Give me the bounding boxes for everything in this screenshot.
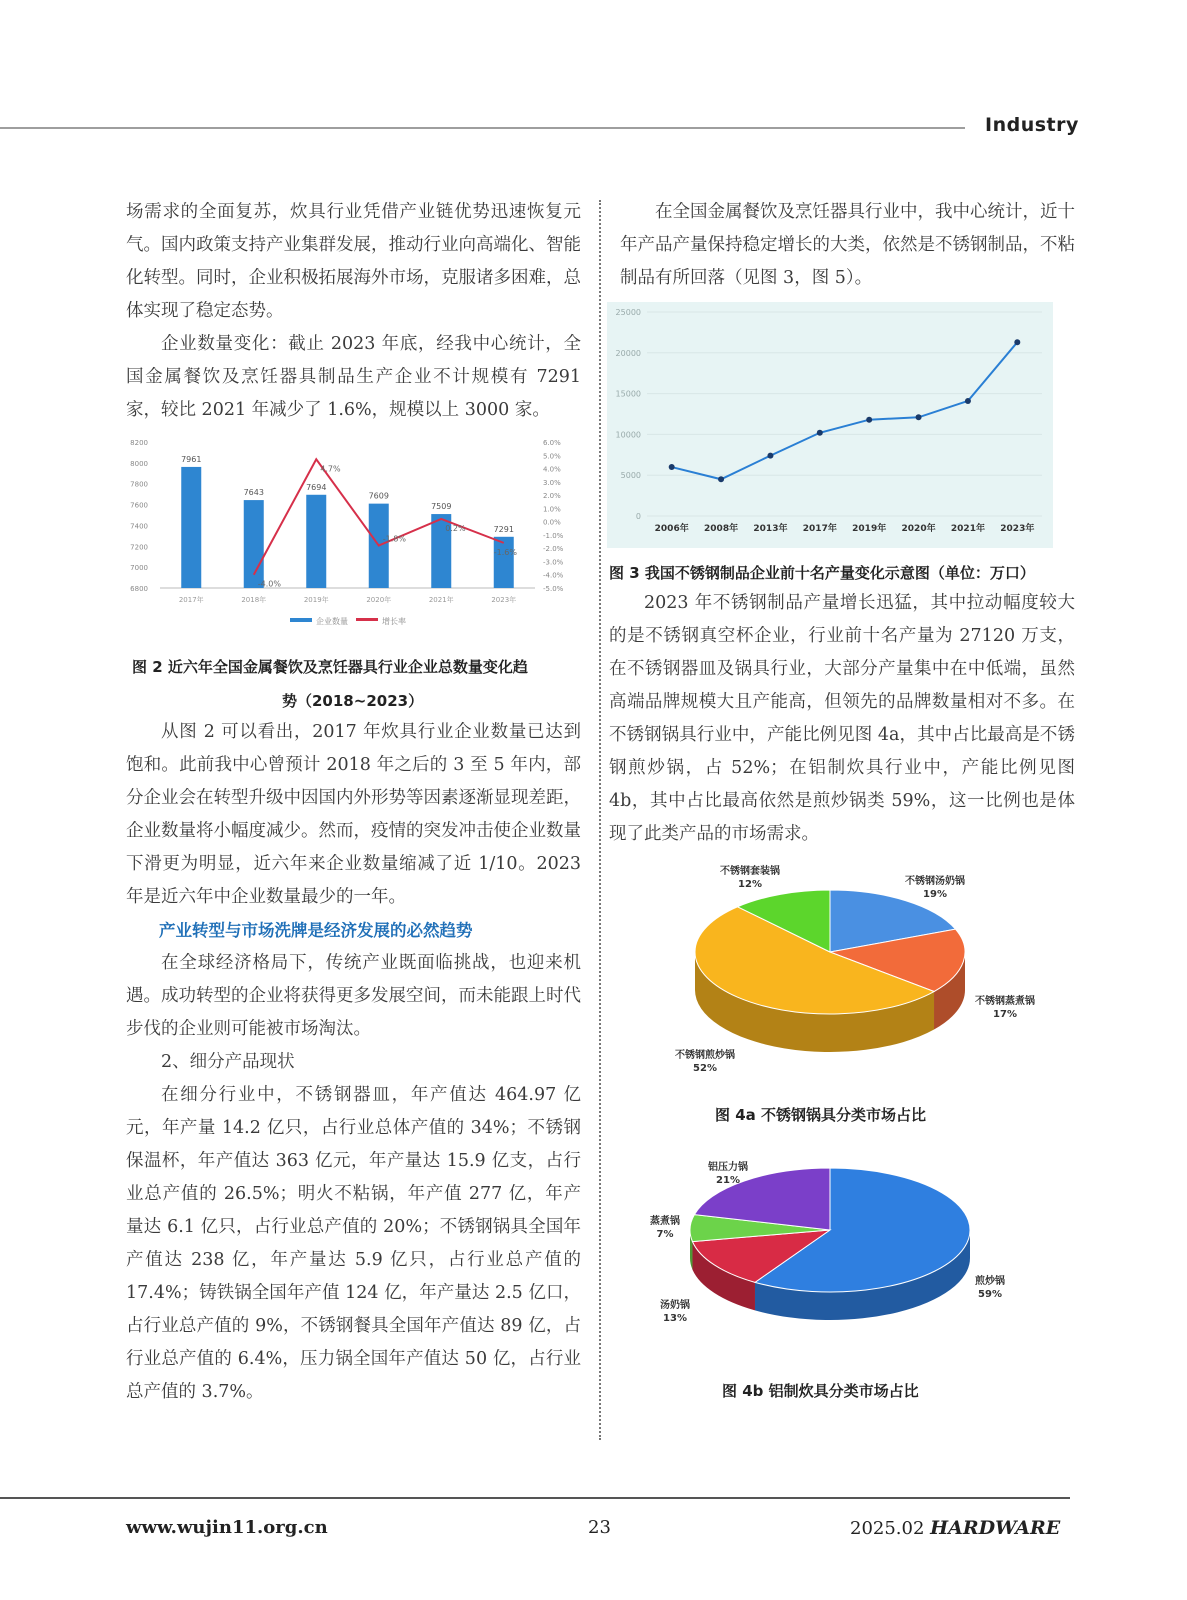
slice-label: 蒸煮锅 [650,1216,680,1227]
data-point [718,476,724,482]
figure-4b-caption: 图 4b 铝制炊具分类市场占比 [722,1382,919,1400]
slice-percent: 19% [923,889,947,900]
y2-tick-label: 2.0% [543,492,561,501]
y-tick-label: 15000 [615,389,641,399]
x-tick-label: 2019年 [303,596,329,604]
y-tick-label: 10000 [615,430,641,440]
paragraph: 场需求的全面复苏，炊具行业凭借产业链优势迅速恢复元气。国内政策支持产业集群发展，推动行业向高端化、智能化转型。同时，企业积极拓展海外市场，克服诸多困难，总体实现了稳定态势。 [126,202,581,321]
x-tick-label: 2023年 [491,596,517,604]
chart-background [607,302,1053,548]
y-tick-label: 25000 [615,308,641,317]
x-tick-label: 2020年 [366,596,392,604]
y-tick-label: 7600 [130,501,148,510]
y2-tick-label: 1.0% [543,505,561,514]
bar-data-label: 7694 [306,482,327,492]
figure-4b-svg [640,1158,1040,1338]
y-tick-label: 8200 [130,439,148,447]
slice-label: 不锈钢汤奶锅 [905,876,965,887]
bar [244,500,264,588]
figure-2-caption-line1: 图 2 近六年全国金属餐饮及烹饪器具行业企业总数量变化趋 [132,658,528,676]
x-tick-label: 2017年 [178,596,204,604]
y-tick-label: 0 [635,512,641,521]
paragraph: 企业数量变化：截止 2023 年底，经我中心统计，全国金属餐饮及烹饪器具制品生产企业不计规模有 7291 家，较比 2021 年减少了 1.6%，规模以上 3000 家。 [126,334,581,420]
slice-percent: 13% [663,1313,687,1324]
line-data-label: -4.0% [257,579,281,589]
legend-label: 企业数量 [316,617,348,626]
paragraph: 2023 年不锈钢制品产量增长迅猛，其中拉动幅度较大的是不锈钢真空杯企业，行业前十名产量为 27120 万支，在不锈钢器皿及锅具行业，大部分产量集中在中低端，虽然高端品牌规模大且产能高，但领先的品牌数量相对不多。在不锈钢锅具行业中，产能比例见图 4a，其中占比最高是不锈钢煎炒锅，占 52%；在铝制炊具行业中，产能比例见图 4b，其中占比最高依然是煎炒锅类 59%，这一比例也是体现了此类产品的市场需求。 [609,593,1075,844]
y-tick-label: 7800 [130,480,148,489]
slice-percent: 21% [716,1175,740,1186]
y-tick-label: 7400 [130,522,148,531]
figure-4a-svg [660,862,1060,1082]
y2-tick-label: -3.0% [543,558,564,567]
section-title: Industry [985,114,1079,136]
data-point [916,414,922,420]
x-tick-label: 2008年 [704,524,739,534]
slice-label: 不锈钢蒸煮锅 [975,996,1035,1007]
bar-data-label: 7643 [243,488,264,498]
paragraph: 在全国金属餐饮及烹饪器具行业中，我中心统计，近十年产品产量保持稳定增长的大类，依然是不锈钢制品，不粘制品有所回落（见图 3，图 5）。 [620,202,1075,288]
slice-label: 煎炒锅 [975,1276,1005,1287]
y-tick-label: 7200 [130,543,148,552]
legend-label: 增长率 [382,617,406,626]
slice-percent: 59% [978,1289,1002,1300]
slice-label: 不锈钢套装锅 [720,866,780,877]
x-tick-label: 2021年 [428,596,454,604]
figure-3-caption: 图 3 我国不锈钢制品企业前十名产量变化示意图（单位：万口） [609,564,1035,582]
data-point [866,417,872,423]
data-point [1014,339,1020,345]
x-tick-label: 2013年 [753,524,788,534]
left-column-bottom [126,716,581,1409]
y-tick-label: 8000 [130,459,148,468]
y2-tick-label: 4.0% [543,465,561,474]
line-data-label: 4.7% [320,464,341,474]
paragraph: 在细分行业中，不锈钢器皿，年产值达 464.97 亿元，年产量 14.2 亿只，占行业总体产值的 34%；不锈钢保温杯，年产值达 363 亿元，年产量达 15.9 亿支，占行业总产值的 26.5%；明火不粘锅，年产值 277 亿，年产量达 6.1 亿只，占行业总产值的 20%；不锈钢锅具全国年产值达 238 亿，年产量达 5.9 亿只，占行业总产值的 17.4%；铸铁锅全国年产值 124 亿，年产量达 2.5 亿口，占行业总产值的 9%，不锈钢餐具全国年产值达 89 亿，占行业总产值的 6.4%，压力锅全国年产值达 50 亿，占行业总产值的 3.7%。 [126,1085,581,1402]
legend-swatch-bars [290,618,312,622]
data-point [767,453,773,459]
right-column-bottom [609,587,1075,851]
y2-tick-label: -1.0% [543,531,564,540]
line-data-label: -1.6% [493,547,517,557]
slice-percent: 17% [993,1009,1017,1020]
figure-3-chart [607,302,1053,552]
y-tick-label: 6800 [130,585,148,593]
line-data-label: -1.8% [382,534,406,544]
bar [306,495,326,588]
y2-tick-label: 6.0% [543,439,561,447]
y2-tick-label: 5.0% [543,452,561,461]
line-data-label: 0.2% [445,523,466,533]
y-tick-label: 7000 [130,564,148,573]
bar-data-label: 7291 [493,524,514,534]
data-point [669,464,675,470]
footer-rule [0,1497,1070,1499]
y-tick-label: 20000 [615,348,641,358]
paragraph: 2、细分产品现状 [161,1052,295,1072]
slice-label: 汤奶锅 [660,1300,690,1311]
x-tick-label: 2019年 [852,524,887,534]
figure-4a-chart [660,862,1060,1086]
slice-percent: 52% [693,1063,717,1074]
bar [181,467,201,588]
slice-label: 铝压力锅 [708,1162,748,1173]
figure-2-chart [120,432,575,636]
slice-percent: 12% [738,879,762,890]
paragraph: 从图 2 可以看出，2017 年炊具行业企业数量已达到饱和。此前我中心曾预计 2018 年之后的 3 至 5 年内，部分企业会在转型升级中因国内外形势等因素逐渐显现差距，企业数量将小幅度减少。然而，疫情的突发冲击使企业数量下滑更为明显，近六年来企业数量缩减了近 1/10。2023 年是近六年中企业数量最少的一年。 [126,722,581,907]
y2-tick-label: 3.0% [543,478,561,487]
figure-4b-chart [640,1158,1040,1342]
x-tick-label: 2020年 [901,524,936,534]
issue-number: 2025.02 [850,1518,925,1539]
slice-percent: 7% [656,1229,674,1240]
slice-label: 不锈钢煎炒锅 [675,1050,735,1061]
footer-url[interactable]: www.wujin11.org.cn [126,1517,328,1538]
y2-tick-label: -2.0% [543,545,564,554]
y2-tick-label: -4.0% [543,571,564,580]
figure-3-svg [607,302,1053,548]
footer-issue [850,1517,1060,1539]
section-heading: 产业转型与市场洗牌是经济发展的必然趋势 [159,921,473,940]
y2-tick-label: 0.0% [543,518,561,527]
page-number: 23 [588,1517,611,1538]
y-tick-label: 5000 [620,471,641,481]
x-tick-label: 2021年 [950,524,985,534]
data-point [965,398,971,404]
legend-swatch-line [356,618,378,621]
x-tick-label: 2018年 [241,596,267,604]
figure-2-caption-line2: 势（2018~2023） [282,692,424,710]
bar-data-label: 7961 [181,454,202,464]
figure-2-svg [120,432,575,632]
bar-data-label: 7509 [431,502,452,512]
bar [494,537,514,588]
x-tick-label: 2006年 [654,524,689,534]
paragraph: 在全球经济格局下，传统产业既面临挑战，也迎来机遇。成功转型的企业将获得更多发展空间，而未能跟上时代步伐的企业则可能被市场淘汰。 [126,953,581,1039]
x-tick-label: 2017年 [802,524,837,534]
x-tick-label: 2023年 [1000,524,1035,534]
right-column-top [620,196,1075,295]
y2-tick-label: -5.0% [543,585,564,593]
column-divider [599,200,601,1440]
magazine-name: HARDWARE [930,1517,1061,1539]
left-column-top [126,196,581,427]
figure-4a-caption: 图 4a 不锈钢锅具分类市场占比 [715,1106,927,1124]
data-point [817,430,823,436]
bar-data-label: 7609 [368,491,389,501]
header-rule [0,127,965,129]
